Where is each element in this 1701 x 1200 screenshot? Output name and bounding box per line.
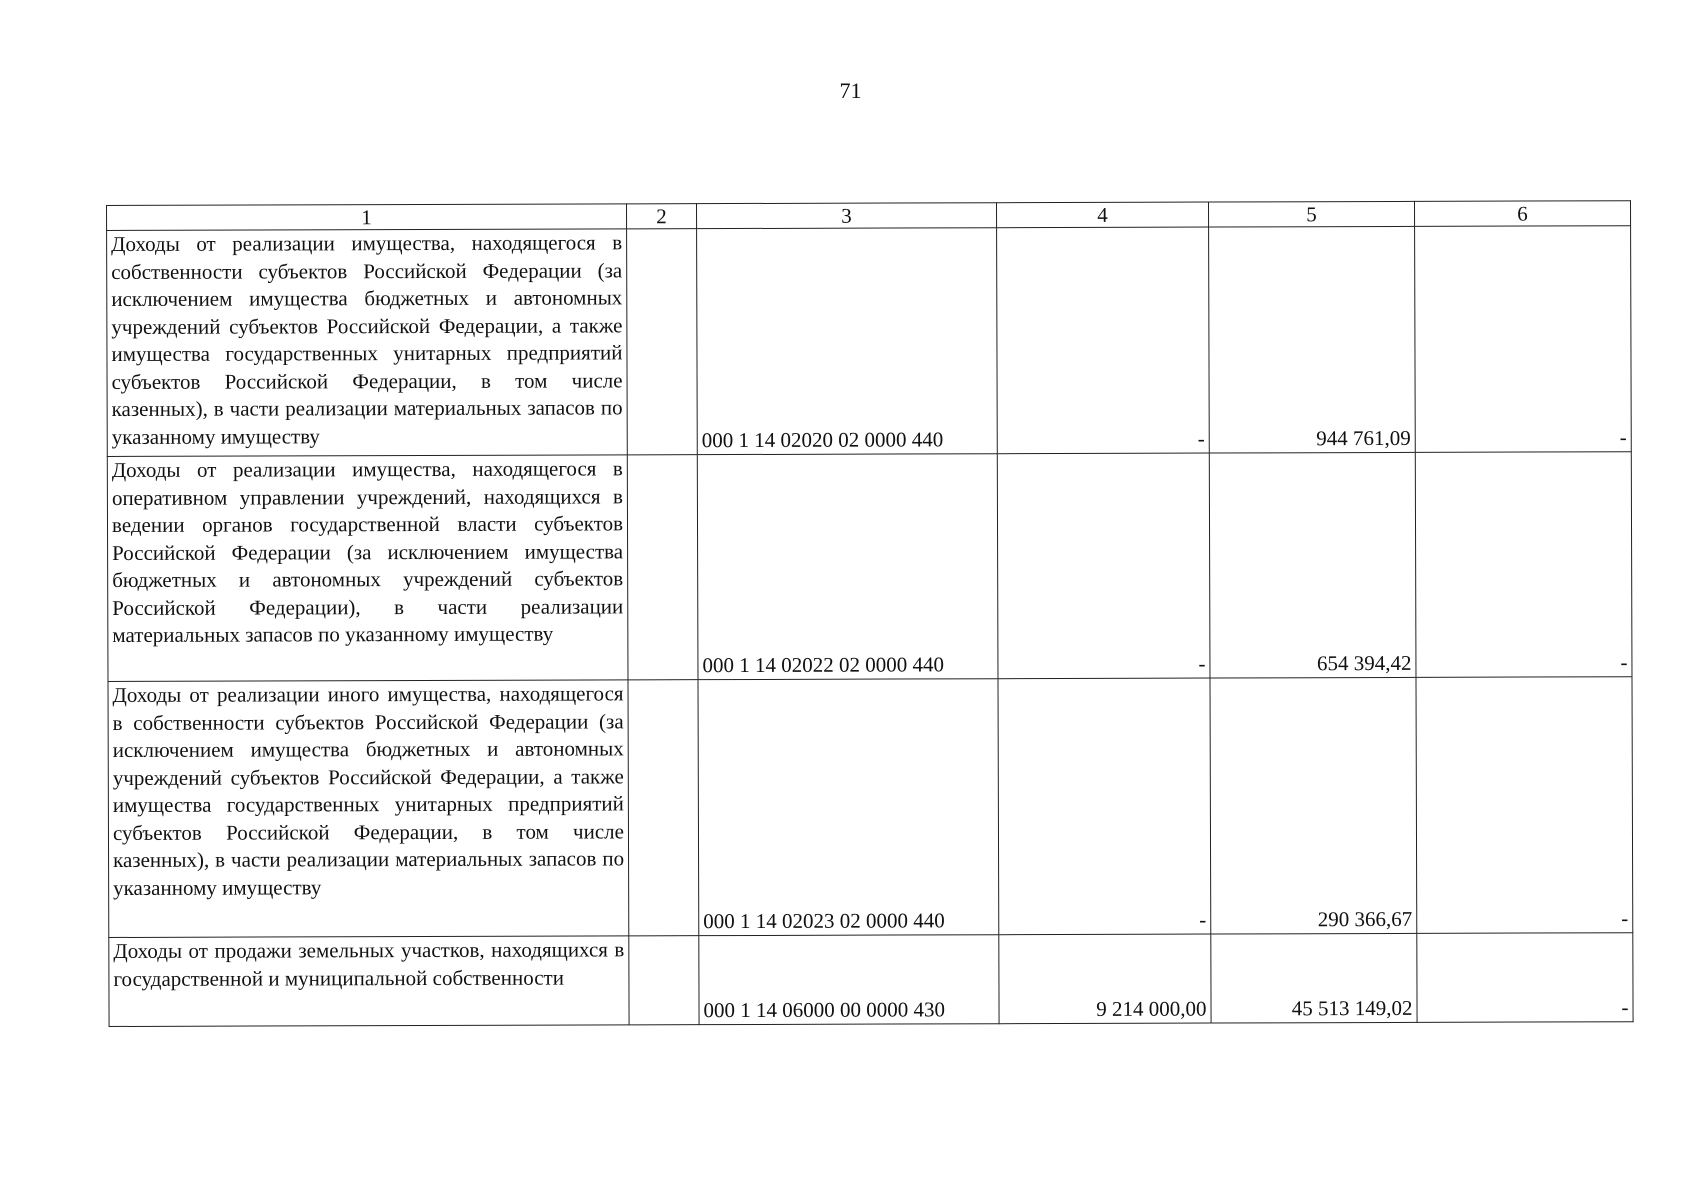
header-col-2: 2	[626, 204, 696, 229]
table-row	[107, 452, 1632, 682]
row-code: 000 1 14 02020 02 0000 440	[697, 228, 998, 455]
header-col-5: 5	[1208, 201, 1414, 227]
table-row	[109, 933, 1633, 1027]
row-col6: -	[1417, 933, 1633, 1023]
row-code: 000 1 14 06000 00 0000 430	[699, 935, 999, 1025]
revenue-table	[106, 200, 1634, 1027]
row-col2	[628, 680, 699, 936]
row-description: Доходы от реализации имущества, находящегося в собственности субъектов Российской Федерации (за исключением имущества бюджетных и автономных учреждений субъектов Российской Федерации, а также имущества государственных унитарных предприятий субъектов Российской Федерации, в том числе казенных), в части реализации материальных запасов по указанному имуществу	[107, 229, 628, 457]
row-col5: 290 366,67	[1210, 677, 1417, 934]
page-number: 71	[839, 78, 862, 103]
row-col6: -	[1415, 226, 1632, 453]
row-description: Доходы от реализации иного имущества, находящегося в собственности субъектов Российской Федерации (за исключением имущества бюджетных и автономных учреждений субъектов Российской Федерации, а также имущества государственных унитарных предприятий субъектов Российской Федерации, в том числе казенных), в части реализации материальных запасов по указанному имуществу	[108, 680, 629, 938]
row-description: Доходы от реализации имущества, находящегося в оперативном управлении учреждений, находящихся в ведении органов государственной власти субъектов Российской Федерации (за исключением имущества бюджетных и автономных учреждений субъектов Российской Федерации), в части реализации материальных запасов по указанному имуществу	[107, 455, 628, 682]
row-col2	[629, 936, 699, 1025]
row-col4: 9 214 000,00	[999, 934, 1211, 1024]
header-col-1: 1	[107, 204, 627, 231]
row-col5: 944 761,09	[1209, 226, 1416, 453]
header-col-6: 6	[1414, 201, 1630, 227]
row-col5: 654 394,42	[1209, 452, 1416, 678]
header-col-3: 3	[696, 203, 996, 229]
table-row	[108, 677, 1633, 938]
row-col4: -	[998, 678, 1211, 935]
row-col4: -	[997, 453, 1210, 679]
row-col2	[627, 229, 698, 455]
table-body	[107, 226, 1633, 1027]
row-col4: -	[997, 227, 1210, 454]
row-col5: 45 513 149,02	[1211, 933, 1417, 1023]
row-col6: -	[1415, 452, 1632, 678]
header-col-4: 4	[996, 202, 1208, 228]
row-col6: -	[1416, 677, 1633, 934]
row-code: 000 1 14 02023 02 0000 440	[698, 679, 999, 936]
row-col2	[627, 455, 698, 680]
row-code: 000 1 14 02022 02 0000 440	[697, 454, 998, 680]
table-row	[107, 226, 1632, 457]
row-description: Доходы от продажи земельных участков, находящихся в государственной и муниципальной собственности	[109, 936, 629, 1027]
